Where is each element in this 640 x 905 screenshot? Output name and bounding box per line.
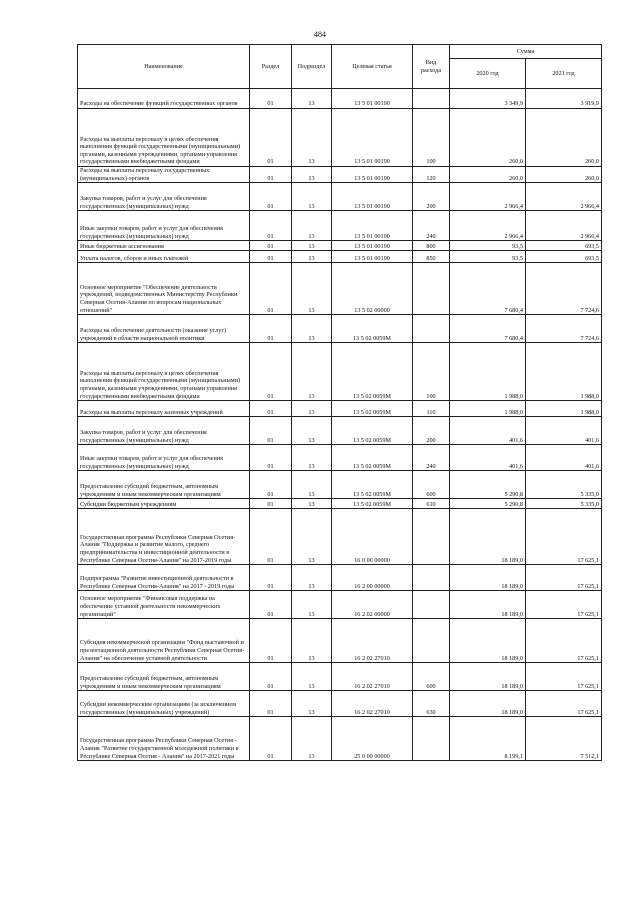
row-section: 01 bbox=[250, 315, 292, 343]
row-sum-2020: 3 349,9 bbox=[450, 89, 526, 109]
row-expense-type: 110 bbox=[413, 401, 450, 417]
table-row bbox=[78, 417, 602, 445]
row-section: 01 bbox=[250, 401, 292, 417]
row-sum-2021: 401,6 bbox=[526, 445, 602, 471]
row-section: 01 bbox=[250, 717, 292, 761]
row-name: Расходы на выплаты персоналу государственных (муниципальных) органов bbox=[78, 167, 250, 183]
row-sum-2021: 7 724,6 bbox=[526, 263, 602, 315]
row-expense-type: 200 bbox=[413, 183, 450, 211]
row-section: 01 bbox=[250, 663, 292, 691]
row-name: Расходы на выплаты персоналу в целях обеспечения выполнения функций государственными (муниципальными) органами, казенными учреждениями, органами управления государственными внебюджетными фондами bbox=[78, 109, 250, 167]
row-target-article: 13 5 01 00190 bbox=[332, 109, 413, 167]
row-sum-2020: 260,0 bbox=[450, 167, 526, 183]
row-section: 01 bbox=[250, 691, 292, 717]
table-row bbox=[78, 109, 602, 167]
row-sum-2020: 93,5 bbox=[450, 241, 526, 251]
header-subsection: Подраздел bbox=[292, 45, 332, 89]
row-sum-2021: 7 724,6 bbox=[526, 315, 602, 343]
row-sum-2021: 1 988,0 bbox=[526, 343, 602, 401]
row-expense-type bbox=[413, 619, 450, 663]
budget-table bbox=[77, 44, 602, 761]
header-year-2020: 2020 год bbox=[450, 59, 526, 89]
row-section: 01 bbox=[250, 251, 292, 263]
row-subsection: 13 bbox=[292, 167, 332, 183]
row-subsection: 13 bbox=[292, 499, 332, 509]
row-expense-type: 600 bbox=[413, 663, 450, 691]
row-subsection: 13 bbox=[292, 401, 332, 417]
row-expense-type: 240 bbox=[413, 445, 450, 471]
row-section: 01 bbox=[250, 591, 292, 619]
row-expense-type bbox=[413, 263, 450, 315]
row-subsection: 13 bbox=[292, 251, 332, 263]
table-row bbox=[78, 251, 602, 263]
row-subsection: 13 bbox=[292, 109, 332, 167]
row-target-article: 13 5 02 0059М bbox=[332, 343, 413, 401]
table-body bbox=[78, 89, 602, 761]
row-subsection: 13 bbox=[292, 619, 332, 663]
row-subsection: 13 bbox=[292, 417, 332, 445]
row-target-article: 13 5 02 0059М bbox=[332, 417, 413, 445]
row-section: 01 bbox=[250, 619, 292, 663]
row-section: 01 bbox=[250, 565, 292, 591]
table-row bbox=[78, 663, 602, 691]
row-name: Расходы на обеспечение деятельности (оказание услуг) учреждений в области национальной политики bbox=[78, 315, 250, 343]
row-subsection: 13 bbox=[292, 315, 332, 343]
row-sum-2021: 17 625,1 bbox=[526, 691, 602, 717]
row-target-article: 16 2 02 27010 bbox=[332, 619, 413, 663]
row-name: Основное мероприятие "Финансовая поддержка на обеспечение уставной деятельности некоммерческих организаций" bbox=[78, 591, 250, 619]
row-expense-type: 850 bbox=[413, 251, 450, 263]
table-row bbox=[78, 343, 602, 401]
row-expense-type: 100 bbox=[413, 343, 450, 401]
row-expense-type: 200 bbox=[413, 417, 450, 445]
row-target-article: 16 2 00 00000 bbox=[332, 565, 413, 591]
row-sum-2021: 1 988,0 bbox=[526, 401, 602, 417]
row-sum-2020: 7 680,4 bbox=[450, 263, 526, 315]
row-name: Предоставление субсидий бюджетным, автономным учреждениям и иным некоммерческим организациям bbox=[78, 663, 250, 691]
row-section: 01 bbox=[250, 471, 292, 499]
table-row bbox=[78, 717, 602, 761]
row-name: Государственная программа Республики Северная Осетия - Алания "Развитие государственной молодежной политики в Республике Северная Осетия - Алания" на 2017-2021 годы bbox=[78, 717, 250, 761]
row-expense-type bbox=[413, 565, 450, 591]
row-expense-type bbox=[413, 315, 450, 343]
row-target-article: 13 5 01 00190 bbox=[332, 241, 413, 251]
row-sum-2021: 3 919,9 bbox=[526, 89, 602, 109]
row-section: 01 bbox=[250, 89, 292, 109]
table-row bbox=[78, 211, 602, 241]
row-expense-type: 630 bbox=[413, 691, 450, 717]
row-name: Расходы на выплаты персоналу казенных учреждений bbox=[78, 401, 250, 417]
row-subsection: 13 bbox=[292, 717, 332, 761]
row-name: Иные закупки товаров, работ и услуг для обеспечения государственных (муниципальных) нужд bbox=[78, 211, 250, 241]
row-section: 01 bbox=[250, 343, 292, 401]
row-target-article: 16 2 02 27010 bbox=[332, 691, 413, 717]
row-sum-2020: 18 189,0 bbox=[450, 619, 526, 663]
row-section: 01 bbox=[250, 211, 292, 241]
header-expense-type: Вид расхода bbox=[413, 45, 450, 89]
table-row bbox=[78, 263, 602, 315]
row-target-article: 13 5 02 0059М bbox=[332, 315, 413, 343]
header-section: Раздел bbox=[250, 45, 292, 89]
table-row bbox=[78, 619, 602, 663]
row-target-article: 25 0 00 00000 bbox=[332, 717, 413, 761]
row-target-article: 13 5 01 00190 bbox=[332, 89, 413, 109]
row-sum-2021: 17 625,1 bbox=[526, 509, 602, 565]
row-subsection: 13 bbox=[292, 183, 332, 211]
row-name: Расходы на выплаты персоналу в целях обеспечения выполнения функций государственными (муниципальными) органами, казенными учреждениями, органами управления государственными внебюджетными фондами bbox=[78, 343, 250, 401]
table-row bbox=[78, 565, 602, 591]
row-name: Расходы на обеспечение функций государственных органов bbox=[78, 89, 250, 109]
row-sum-2020: 8 199,1 bbox=[450, 717, 526, 761]
row-subsection: 13 bbox=[292, 241, 332, 251]
row-sum-2020: 93,5 bbox=[450, 251, 526, 263]
row-name: Основное мероприятие "Обеспечение деятельности учреждений, подведомственных Министерству Республики Северная Осетия-Алания по вопросам национальных отношений" bbox=[78, 263, 250, 315]
row-sum-2020: 2 966,4 bbox=[450, 183, 526, 211]
row-sum-2020: 260,0 bbox=[450, 109, 526, 167]
row-name: Иные бюджетные ассигнования bbox=[78, 241, 250, 251]
row-sum-2021: 17 625,1 bbox=[526, 663, 602, 691]
row-subsection: 13 bbox=[292, 565, 332, 591]
row-sum-2020: 7 680,4 bbox=[450, 315, 526, 343]
row-sum-2020: 18 189,0 bbox=[450, 509, 526, 565]
table-row bbox=[78, 401, 602, 417]
row-sum-2021: 17 625,1 bbox=[526, 619, 602, 663]
header-sum: Сумма bbox=[450, 45, 602, 59]
row-target-article: 13 5 02 0059М bbox=[332, 499, 413, 509]
row-section: 01 bbox=[250, 417, 292, 445]
table-row bbox=[78, 315, 602, 343]
row-expense-type bbox=[413, 89, 450, 109]
row-subsection: 13 bbox=[292, 663, 332, 691]
row-section: 01 bbox=[250, 183, 292, 211]
row-subsection: 13 bbox=[292, 445, 332, 471]
table-row bbox=[78, 183, 602, 211]
row-subsection: 13 bbox=[292, 471, 332, 499]
row-section: 01 bbox=[250, 499, 292, 509]
row-target-article: 13 5 02 0059М bbox=[332, 445, 413, 471]
row-name: Предоставление субсидий бюджетным, автономным учреждениям и иным некоммерческим организациям bbox=[78, 471, 250, 499]
row-expense-type: 600 bbox=[413, 471, 450, 499]
row-subsection: 13 bbox=[292, 591, 332, 619]
row-sum-2021: 5 335,0 bbox=[526, 499, 602, 509]
row-sum-2021: 401,6 bbox=[526, 417, 602, 445]
row-expense-type: 610 bbox=[413, 499, 450, 509]
row-expense-type: 800 bbox=[413, 241, 450, 251]
row-sum-2020: 18 189,0 bbox=[450, 691, 526, 717]
row-expense-type bbox=[413, 591, 450, 619]
table-row bbox=[78, 591, 602, 619]
table-row bbox=[78, 445, 602, 471]
row-section: 01 bbox=[250, 241, 292, 251]
row-section: 01 bbox=[250, 167, 292, 183]
row-target-article: 16 0 00 00000 bbox=[332, 509, 413, 565]
row-sum-2020: 1 988,0 bbox=[450, 343, 526, 401]
row-section: 01 bbox=[250, 109, 292, 167]
row-name: Государственная программа Республики Северная Осетия-Алания "Поддержка и развитие малого, среднего предпринимательства и инвестиционной деятельности в Республике Северная Осетия-Алания" на 2017-2019 годы bbox=[78, 509, 250, 565]
row-name: Закупка товаров, работ и услуг для обеспечения государственных (муниципальных) нужд bbox=[78, 417, 250, 445]
table-row bbox=[78, 167, 602, 183]
row-sum-2020: 401,6 bbox=[450, 417, 526, 445]
row-sum-2021: 5 335,0 bbox=[526, 471, 602, 499]
row-target-article: 13 5 01 00190 bbox=[332, 183, 413, 211]
row-subsection: 13 bbox=[292, 211, 332, 241]
row-name: Закупка товаров, работ и услуг для обеспечения государственных (муниципальных) нужд bbox=[78, 183, 250, 211]
row-name: Субсидии бюджетным учреждениям bbox=[78, 499, 250, 509]
row-expense-type bbox=[413, 509, 450, 565]
table-row bbox=[78, 471, 602, 499]
row-target-article: 16 2 02 27010 bbox=[332, 663, 413, 691]
row-sum-2020: 2 966,4 bbox=[450, 211, 526, 241]
row-sum-2021: 693,5 bbox=[526, 251, 602, 263]
row-expense-type bbox=[413, 717, 450, 761]
row-sum-2021: 2 966,4 bbox=[526, 211, 602, 241]
row-expense-type: 240 bbox=[413, 211, 450, 241]
table-row bbox=[78, 89, 602, 109]
row-expense-type: 120 bbox=[413, 167, 450, 183]
row-name: Субсидия некоммерческой организации "Фонд выставочной и презентационной деятельности Республики Северная Осетия-Алания" на обеспечение уставной деятельности bbox=[78, 619, 250, 663]
row-sum-2021: 7 512,1 bbox=[526, 717, 602, 761]
table-row bbox=[78, 691, 602, 717]
row-target-article: 13 5 01 00190 bbox=[332, 211, 413, 241]
row-target-article: 13 5 02 0059М bbox=[332, 471, 413, 499]
row-name: Иные закупки товаров, работ и услуг для обеспечения государственных (муниципальных) нужд bbox=[78, 445, 250, 471]
page-number: 484 bbox=[314, 30, 326, 39]
row-sum-2021: 693,5 bbox=[526, 241, 602, 251]
table-row bbox=[78, 241, 602, 251]
row-section: 01 bbox=[250, 263, 292, 315]
row-subsection: 13 bbox=[292, 691, 332, 717]
row-subsection: 13 bbox=[292, 343, 332, 401]
table-row bbox=[78, 509, 602, 565]
row-target-article: 13 5 02 0059М bbox=[332, 401, 413, 417]
table-row bbox=[78, 499, 602, 509]
row-sum-2020: 18 189,0 bbox=[450, 591, 526, 619]
row-expense-type: 100 bbox=[413, 109, 450, 167]
row-name: Уплата налогов, сборов и иных платежей bbox=[78, 251, 250, 263]
row-section: 01 bbox=[250, 445, 292, 471]
row-sum-2021: 2 966,4 bbox=[526, 183, 602, 211]
row-section: 01 bbox=[250, 509, 292, 565]
row-sum-2020: 5 290,8 bbox=[450, 499, 526, 509]
row-sum-2020: 401,6 bbox=[450, 445, 526, 471]
row-subsection: 13 bbox=[292, 509, 332, 565]
header-target-article: Целевая статья bbox=[332, 45, 413, 89]
row-sum-2020: 18 189,0 bbox=[450, 565, 526, 591]
row-sum-2021: 17 625,1 bbox=[526, 565, 602, 591]
row-name: Субсидии некоммерческим организациям (за исключением государственных (муниципальных) учреждений) bbox=[78, 691, 250, 717]
row-target-article: 13 5 02 00000 bbox=[332, 263, 413, 315]
row-target-article: 13 5 01 00190 bbox=[332, 167, 413, 183]
row-sum-2021: 260,0 bbox=[526, 167, 602, 183]
row-target-article: 16 2 02 00000 bbox=[332, 591, 413, 619]
header-year-2021: 2021 год bbox=[526, 59, 602, 89]
row-sum-2021: 260,0 bbox=[526, 109, 602, 167]
header-name: Наименование bbox=[78, 45, 250, 89]
row-target-article: 13 5 01 00190 bbox=[332, 251, 413, 263]
row-sum-2020: 18 189,0 bbox=[450, 663, 526, 691]
row-sum-2020: 5 290,8 bbox=[450, 471, 526, 499]
row-sum-2021: 17 625,1 bbox=[526, 591, 602, 619]
row-sum-2020: 1 988,0 bbox=[450, 401, 526, 417]
row-name: Подпрограмма "Развитие инвестиционной деятельности в Республике Северная Осетия-Алания" на 2017 - 2019 годы bbox=[78, 565, 250, 591]
row-subsection: 13 bbox=[292, 89, 332, 109]
row-subsection: 13 bbox=[292, 263, 332, 315]
